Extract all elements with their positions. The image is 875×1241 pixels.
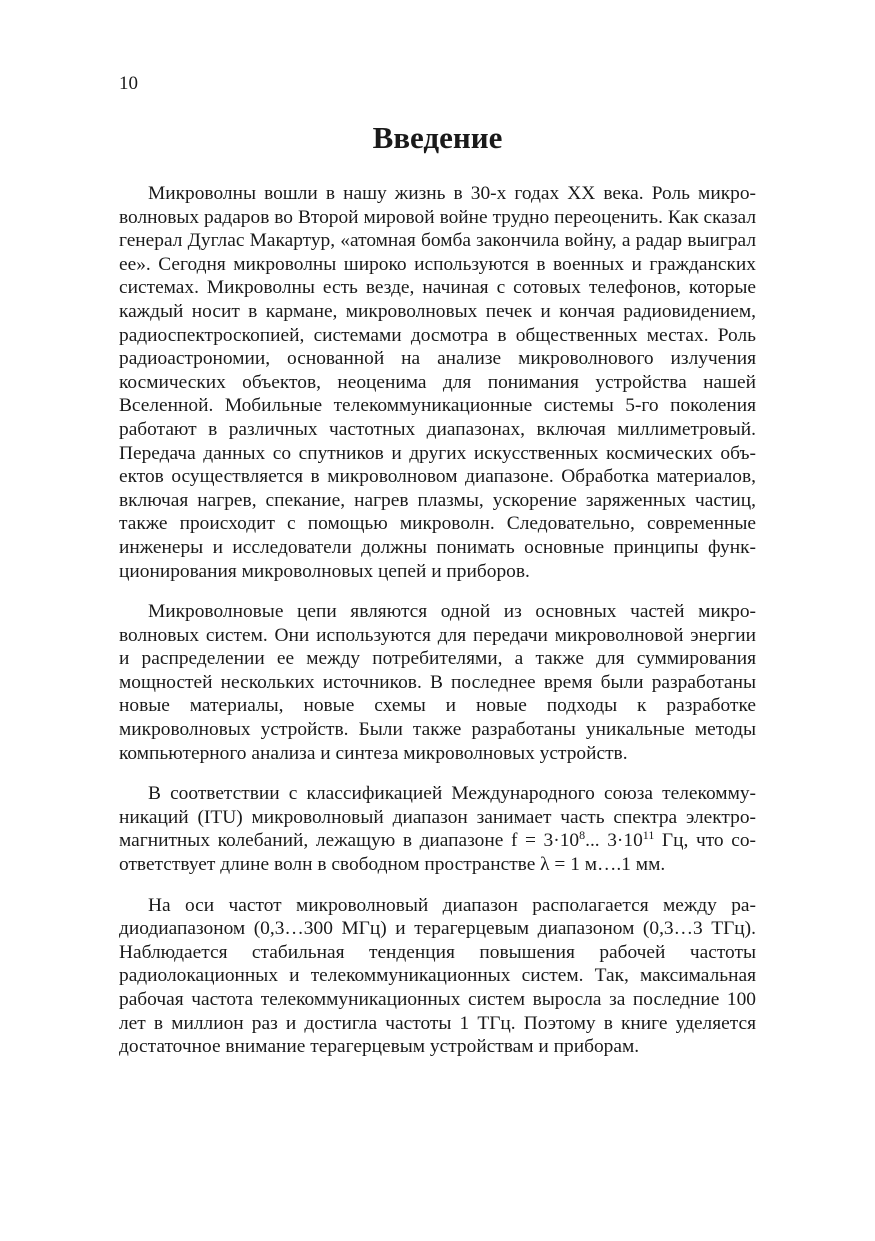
paragraph-microwave-circuits: Микроволновые цепи являются одной из основных частей микроволновых систем. Они используются для передачи микроволновой энергии и распределении ее между потребителями, а также для суммирования мощностей нескольких источников. В последнее время были разработаны новые материалы, новые схемы и новые подходы к разработке микроволновых устройств. Были также разработаны уникальные методы компьютерного анализа и синтеза микроволновых устройств. [119, 601, 756, 764]
itu-text-end: Гц, что соответствует длине волн в свободном пространстве λ = 1 м….1 мм. [119, 830, 756, 876]
page-number: 10 [119, 73, 138, 94]
paragraph-intro: Микроволны вошли в нашу жизнь в 30-х годах XX века. Роль микроволновых радаров во Второй мировой войне трудно переоценить. Как сказал генерал Дуглас Макартур, «атомная бомба закончила войну, а радар выиграл ее». Сегодня микроволны широко используются в военных и гражданских системах. Микроволны есть везде, начиная с сотовых телефонов, которые каждый носит в кармане, микроволновых печек и кончая радиовидением, радиоспектроскопией, системами досмотра в общественных местах. Роль радиоастрономии, основанной на анализе микроволнового излучения космических объектов, неоценима для понимания устройства нашей Вселенной. Мобильные телекоммуникационные системы 5-го поколения работают в различных частотных диапазонах, включая миллиметровый. Передача данных со спутников и других искусственных космических объектов осуществляется в микроволновом диапазоне. Обработка материалов, включая нагрев, спекание, нагрев плазмы, ускорение заряженных частиц, также происходит с помощью микроволн. Следовательно, современные инженеры и исследователи должны понимать основные принципы функционирования микроволновых цепей и приборов. [119, 183, 756, 582]
exponent-upper: 11 [642, 828, 655, 843]
chapter-title: Введение [372, 120, 503, 155]
exponent-lower: 8 [579, 828, 586, 843]
paragraph-frequency-axis: На оси частот микроволновый диапазон располагается между радиодиапазоном (0,3…300 МГц) и терагерцевым диапазоном (0,3…3 ТГц). Наблюдается стабильная тенденция повышения рабочей частоты радиолокационных и телекоммуникационных систем. Так, максимальная рабочая частота телекоммуникационных систем выросла за последние 100 лет в миллион раз и достигла частоты 1 ТГц. Поэтому в книге уделяется достаточное внимание терагерцевым устройствам и приборам. [119, 894, 756, 1058]
itu-text-mid: ... 3·10 [585, 830, 643, 852]
paragraph-itu-classification [119, 782, 756, 876]
itu-text-start: В соответствии с классификацией Международного союза телекоммуникаций (ITU) микроволновый диапазон занимает часть спектра электромагнитных колебаний, лежащую в диапазоне f = 3·10 [119, 783, 756, 852]
body-text [119, 182, 756, 1076]
